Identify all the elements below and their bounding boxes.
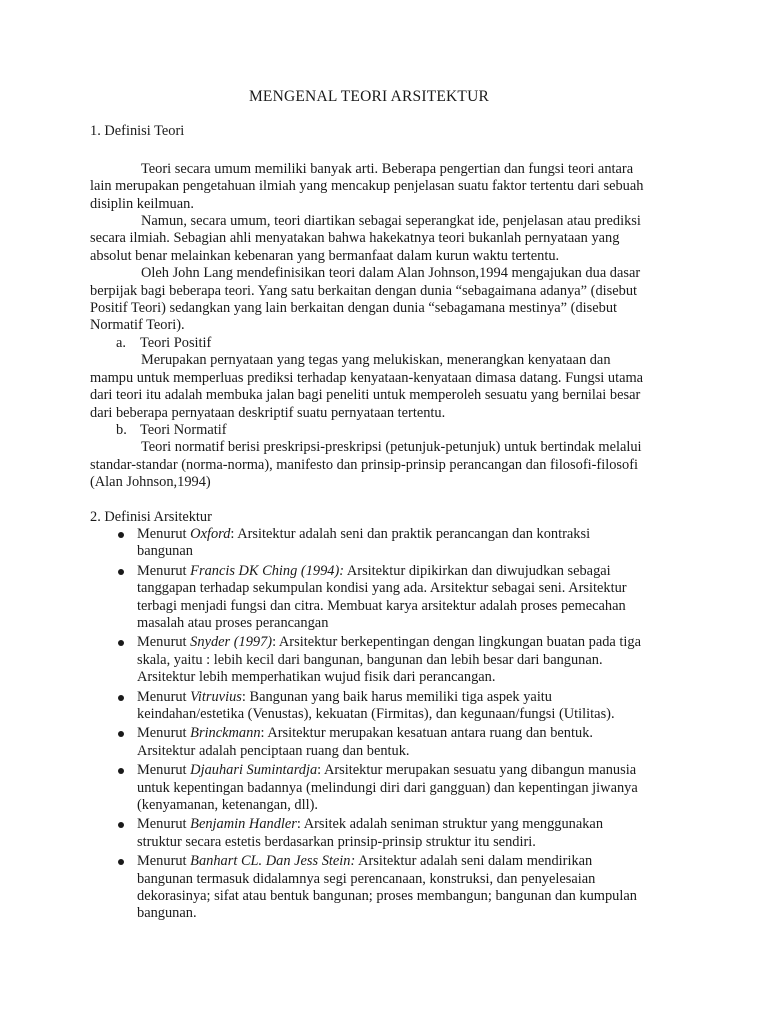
bullet-icon [118,768,124,774]
subsection-b-title-text: Teori Normatif [140,421,227,438]
subsection-b-text: Teori normatif berisi preskripsi-preskripsi (petunjuk-petunjuk) untuk bertindak melalui standar-standar (norma-norma), manifesto dan prinsip-prinsip perancangan dan filosofi-filosofi (Alan Johnson,1994) [90,439,642,491]
document-title: MENGENAL TEORI ARSITEKTUR [248,88,490,105]
source-name: Oxford [190,525,231,542]
section-2-heading: 2. Definisi Arsitektur [90,508,212,525]
section-1-paragraph-3: Oleh John Lang mendefinisikan teori dalam Alan Johnson,1994 mengajukan dua dasar berpijak bagi beberapa teori. Yang satu berkaitan dengan dunia “sebagaimana adanya” (disebut Positif Teori) sedangkan yang lain berkaitan dengan dunia “sebagamana mestinya” (disebut Normatif Teori). [90,265,641,334]
section-1-heading: 1. Definisi Teori [90,123,185,140]
bullet-icon [118,569,124,575]
list-item: Menurut Francis DK Ching (1994): Arsitektur dipikirkan dan diwujudkan sebagai tanggapan terhadap sekumpulan kondisi yang ada. Arsitektur sebagai seni. Arsitektur terbagi menjadi fungsi dan citra. Membuat karya arsitektur adalah proses pemecahan masalah atau proses perancangan [90,563,648,633]
bullet-icon [118,731,124,737]
source-name: Banhart CL. Dan Jess Stein: [190,853,356,870]
list-item: Menurut Djauhari Sumintardja: Arsitektur merupakan sesuatu yang dibangun manusia untuk kepentingan badannya (melindungi diri dari gangguan) dan kepentingan jiwanya (kenyamanan, ketenangan, dll). [90,762,648,814]
list-item: Menurut Benjamin Handler: Arsitek adalah seniman struktur yang menggunakan struktur secara estetis berdasarkan prinsip-prinsip struktur itu sendiri. [90,816,648,851]
list-item: Menurut Vitruvius: Bangunan yang baik harus memiliki tiga aspek yaitu keindahan/estetika (Venustas), kekuatan (Firmitas), dan kegunaan/fungsi (Utilitas). [90,689,648,724]
bullet-icon [118,859,124,865]
source-name: Djauhari Sumintardja [190,762,318,779]
subsection-a-title-text: Teori Positif [140,334,212,351]
subsection-b-title [90,422,648,439]
source-name: Vitruvius [190,688,242,705]
subsection-b-marker: b. [116,421,127,438]
section-1-paragraph-1: Teori secara umum memiliki banyak arti. Beberapa pengertian dan fungsi teori antara lain merupakan pengetahuan ilmiah yang mencakup penjelasan suatu faktor tertentu dari sebuah disiplin keilmuan. [90,160,644,212]
source-name: Snyder (1997) [190,634,273,651]
source-name: Brinckmann [190,725,261,742]
list-item: Menurut Banhart CL. Dan Jess Stein: Arsitektur adalah seni dalam mendirikan bangunan termasuk didalamnya segi perencanaan, konstruksi, dan penyelesaian dekorasinya; sifat atau bentuk bangunan; proses membangun; bangunan dan kumpulan bangunan. [90,853,648,923]
subsection-a-marker: a. [116,334,126,351]
list-item: Menurut Snyder (1997): Arsitektur berkepentingan dengan lingkungan buatan pada tiga skala, yaitu : lebih kecil dari bangunan, bangunan dan lebih besar dari bangunan. Arsitektur lebih memperhatikan wujud fisik dari perancangan. [90,634,648,686]
list-item: Menurut Oxford: Arsitektur adalah seni dan praktik perancangan dan kontraksi bangunan [90,526,648,561]
section-1-paragraph-2: Namun, secara umum, teori diartikan sebagai seperangkat ide, penjelasan atau prediksi secara ilmiah. Sebagian ahli menyatakan bahwa hakekatnya teori bukanlah pernyataan yang absolut benar melainkan kebenaran yang bermanfaat dalam kurun waktu tertentu. [90,213,641,264]
definition-list [90,526,648,923]
bullet-icon [118,822,124,828]
bullet-icon [118,640,124,646]
bullet-icon [118,695,124,701]
source-name: Francis DK Ching (1994): [190,562,345,579]
subsection-a-title [90,335,648,352]
list-item: Menurut Brinckmann: Arsitektur merupakan kesatuan antara ruang dan bentuk. Arsitektur adalah penciptaan ruang dan bentuk. [90,725,648,760]
bullet-icon [118,532,124,538]
section-gap [90,492,648,509]
source-name: Benjamin Handler [190,816,297,833]
subsection-a-text: Merupakan pernyataan yang tegas yang melukiskan, menerangkan kenyataan dan mampu untuk memperluas prediksi terhadap kenyataan-kenyataan dimasa datang. Fungsi utama dari teori itu adalah membuka jalan bagi peneliti untuk memperoleh sesuatu yang bernilai besar dari beberapa pernyataan deskriptif suatu pernyataan tertentu. [90,352,644,421]
